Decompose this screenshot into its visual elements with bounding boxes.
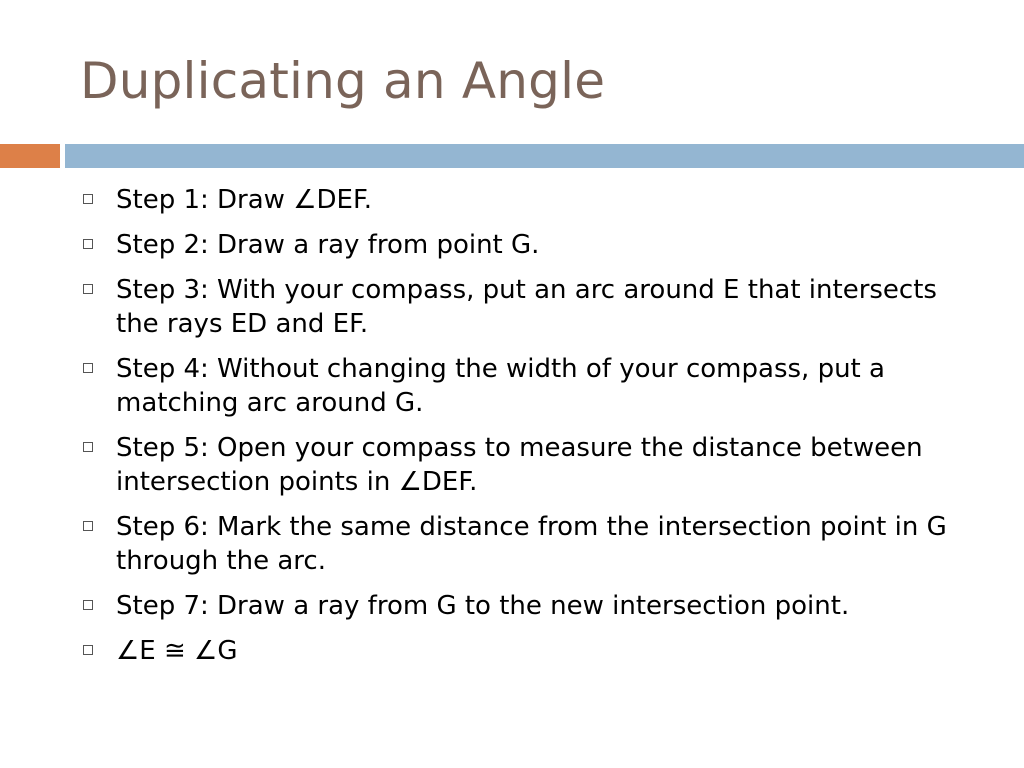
list-item [80, 589, 960, 623]
list-item-text: ∠E ≅ ∠G [116, 636, 238, 666]
list-item [80, 431, 960, 499]
list-item [80, 634, 960, 668]
list-item [80, 228, 960, 262]
list-item [80, 352, 960, 420]
list-item [80, 510, 960, 578]
list-item-text: Step 1: Draw ∠DEF. [116, 185, 373, 215]
list-item [80, 273, 960, 341]
hollow-square-bullet-icon [83, 194, 93, 204]
hollow-square-bullet-icon [83, 239, 93, 249]
title-divider-bar [65, 144, 1024, 168]
list-item-text: Step 7: Draw a ray from G to the new intersection point. [116, 591, 850, 621]
accent-bar [0, 144, 60, 168]
hollow-square-bullet-icon [83, 442, 93, 452]
list-item-text: Step 2: Draw a ray from point G. [116, 230, 540, 260]
list-item-text: Step 6: Mark the same distance from the intersection point in G through the arc. [116, 512, 947, 576]
list-item-text: Step 4: Without changing the width of your compass, put a matching arc around G. [116, 354, 885, 418]
list-item-text: Step 3: With your compass, put an arc around E that intersects the rays ED and EF. [116, 275, 937, 339]
list-item-text: Step 5: Open your compass to measure the distance between intersection points in ∠DEF. [116, 433, 923, 497]
hollow-square-bullet-icon [83, 363, 93, 373]
hollow-square-bullet-icon [83, 600, 93, 610]
bullet-list [80, 183, 960, 679]
hollow-square-bullet-icon [83, 284, 93, 294]
slide-title: Duplicating an Angle [80, 52, 606, 110]
hollow-square-bullet-icon [83, 521, 93, 531]
list-item [80, 183, 960, 217]
hollow-square-bullet-icon [83, 645, 93, 655]
